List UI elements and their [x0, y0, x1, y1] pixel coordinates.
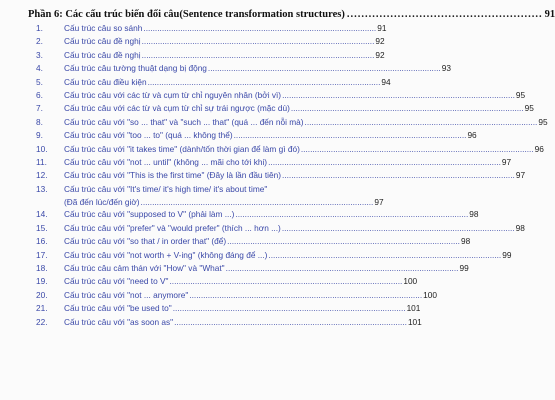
toc-list — [36, 22, 548, 329]
toc-entry[interactable] — [36, 222, 525, 235]
toc-entry-page: 96 — [534, 143, 544, 154]
toc-entry-number: 15. — [36, 222, 48, 233]
leader-dots — [347, 9, 543, 20]
toc-entry-number: 13. — [36, 183, 48, 194]
toc-entry-number: 3. — [36, 49, 43, 60]
toc-entry-number: 12. — [36, 170, 48, 181]
toc-entry-title: Cấu trúc câu với "too ... to" (quá ... không thể) — [64, 130, 233, 141]
toc-entry-number: 4. — [36, 63, 43, 74]
toc-entry-number: 21. — [36, 303, 48, 314]
toc-entry[interactable] — [36, 316, 422, 329]
toc-entry-title: Cấu trúc câu cảm thán với "How" và "What" — [64, 263, 225, 274]
toc-entry-number: 7. — [36, 103, 43, 114]
toc-entry[interactable] — [36, 102, 534, 115]
toc-entry-page: 95 — [515, 89, 526, 100]
toc-entry-page: 97 — [374, 197, 384, 208]
toc-entry-number: 22. — [36, 316, 48, 327]
leader-dots — [268, 156, 501, 169]
toc-entry[interactable] — [36, 22, 387, 35]
toc-entry-number: 6. — [36, 89, 43, 100]
toc-entry-number: 10. — [36, 143, 48, 154]
toc-entry-title: Cấu trúc câu với "as soon as" — [64, 316, 174, 327]
toc-entry-title: Cấu trúc câu tường thuật dạng bị động — [64, 63, 207, 74]
section-page-number: 91 — [544, 9, 555, 20]
leader-dots — [282, 222, 515, 235]
leader-dots — [227, 235, 460, 248]
toc-entry-title: Cấu trúc câu với các từ và cụm từ chỉ sự trái ngược (mặc dù) — [64, 103, 290, 114]
toc-entry-number: 5. — [36, 76, 43, 87]
toc-entry-page: 101 — [406, 303, 421, 314]
toc-entry-title: Cấu trúc câu với "not worth + V-ing" (không đáng để ...) — [64, 249, 268, 260]
toc-entry[interactable] — [36, 183, 358, 196]
toc-entry[interactable] — [36, 196, 384, 208]
toc-entry[interactable] — [36, 169, 526, 182]
toc-entry-title: Cấu trúc câu với "need to V" — [64, 276, 169, 287]
toc-entry-number: 18. — [36, 263, 48, 274]
leader-dots — [142, 35, 375, 48]
leader-dots — [282, 89, 515, 102]
leader-dots — [235, 208, 468, 221]
toc-entry-page: 99 — [459, 263, 469, 274]
leader-dots — [208, 62, 441, 75]
toc-entry-title: Cấu trúc câu điều kiện — [64, 76, 147, 87]
leader-dots — [174, 316, 407, 329]
toc-entry-number: 16. — [36, 236, 48, 247]
toc-entry-page: 99 — [502, 249, 512, 260]
toc-entry-title: Cấu trúc câu với "This is the first time" (Đây là lần đầu tiên) — [64, 170, 281, 181]
toc-entry-page: 97 — [515, 170, 526, 181]
toc-entry-page: 92 — [375, 49, 385, 60]
toc-entry-title: (Đã đến lúc/đến giờ) — [64, 197, 140, 208]
leader-dots — [234, 129, 467, 142]
toc-entry-title: Cấu trúc câu với "so ... that" và "such ... that" (quá ... đến nỗi mà) — [64, 116, 304, 127]
toc-entry[interactable] — [36, 275, 418, 288]
toc-entry-page: 98 — [460, 236, 471, 247]
leader-dots — [291, 102, 524, 115]
toc-entry-title: Cấu trúc câu đề nghị — [64, 49, 141, 60]
toc-entry-number: 8. — [36, 116, 43, 127]
toc-entry-title: Cấu trúc câu so sánh — [64, 23, 143, 33]
leader-dots — [226, 262, 459, 275]
toc-entry-title: Cấu trúc câu với "prefer" và "would prefer" (thích ... hơn ...) — [64, 222, 281, 233]
toc-entry-page: 100 — [403, 276, 418, 287]
toc-entry-title: Cấu trúc câu với các từ và cụm từ chỉ nguyên nhân (bởi vì) — [64, 89, 282, 100]
toc-entry-number: 2. — [36, 36, 43, 47]
section-title: Phần 6: Các cấu trúc biến đổi câu(Sentence transformation structures) — [28, 9, 345, 20]
toc-entry-page: 95 — [524, 103, 534, 114]
toc-entry-title: Cấu trúc câu với "It's time/ it's high time/ it's about time" — [64, 183, 268, 194]
toc-entry-page: 95 — [538, 116, 548, 127]
toc-entry-page: 91 — [377, 23, 387, 33]
toc-entry-page: 100 — [423, 289, 437, 300]
toc-entry-number: 9. — [36, 130, 43, 141]
toc-entry[interactable] — [36, 35, 385, 48]
toc-entry-page: 97 — [501, 156, 512, 167]
toc-entry[interactable] — [36, 235, 471, 248]
toc-entry-number: 17. — [36, 249, 48, 260]
leader-dots — [189, 289, 422, 302]
toc-entry[interactable] — [36, 76, 391, 89]
toc-entry[interactable] — [36, 129, 477, 142]
toc-entry-title: Cấu trúc câu với "be used to" — [64, 303, 172, 314]
toc-entry-number: 1. — [36, 23, 43, 33]
toc-entry-title: Cấu trúc câu với "it takes time" (dành/tốn thời gian để làm gì đó) — [64, 143, 300, 154]
toc-entry[interactable] — [36, 262, 469, 275]
toc-entry-title: Cấu trúc câu với "not ... until" (không ... mãi cho tới khi) — [64, 156, 268, 167]
toc-entry-number: 11. — [36, 156, 47, 167]
toc-entry-page: 93 — [441, 63, 451, 74]
toc-entry[interactable] — [36, 302, 421, 315]
toc-entry[interactable] — [36, 143, 544, 156]
toc-entry[interactable] — [36, 62, 451, 75]
toc-entry-page: 96 — [467, 130, 477, 141]
leader-dots — [148, 76, 381, 89]
toc-entry-title: Cấu trúc câu đề nghị — [64, 36, 141, 47]
toc-entry[interactable] — [36, 249, 512, 262]
leader-dots — [142, 49, 375, 62]
leader-dots — [143, 22, 376, 35]
leader-dots — [301, 143, 534, 156]
leader-dots — [141, 196, 374, 208]
toc-entry-number: 20. — [36, 289, 48, 300]
toc-entry[interactable] — [36, 156, 512, 169]
leader-dots — [173, 302, 406, 315]
toc-entry-page: 94 — [381, 76, 391, 87]
toc-entry-page: 98 — [515, 222, 525, 233]
leader-dots — [282, 169, 515, 182]
toc-entry[interactable] — [36, 208, 479, 221]
toc-entry[interactable] — [36, 89, 526, 102]
toc-entry[interactable] — [36, 49, 385, 62]
toc-entry-title: Cấu trúc câu với "so that / in order that" (để) — [64, 236, 227, 247]
toc-entry-page: 98 — [469, 209, 479, 220]
toc-entry-page: 101 — [407, 316, 422, 327]
toc-entry[interactable] — [36, 289, 437, 302]
section-heading — [28, 9, 555, 20]
toc-entry-page: 92 — [375, 36, 385, 47]
leader-dots — [268, 249, 501, 262]
toc-entry-number: 14. — [36, 209, 48, 220]
toc-entry-number: 19. — [36, 276, 48, 287]
toc-entry-title: Cấu trúc câu với "supposed to V" (phải làm ...) — [64, 209, 235, 220]
leader-dots — [305, 116, 538, 129]
leader-dots — [170, 275, 403, 288]
toc-entry[interactable] — [36, 116, 548, 129]
toc-entry-title: Cấu trúc câu với "not ... anymore" — [64, 289, 189, 300]
